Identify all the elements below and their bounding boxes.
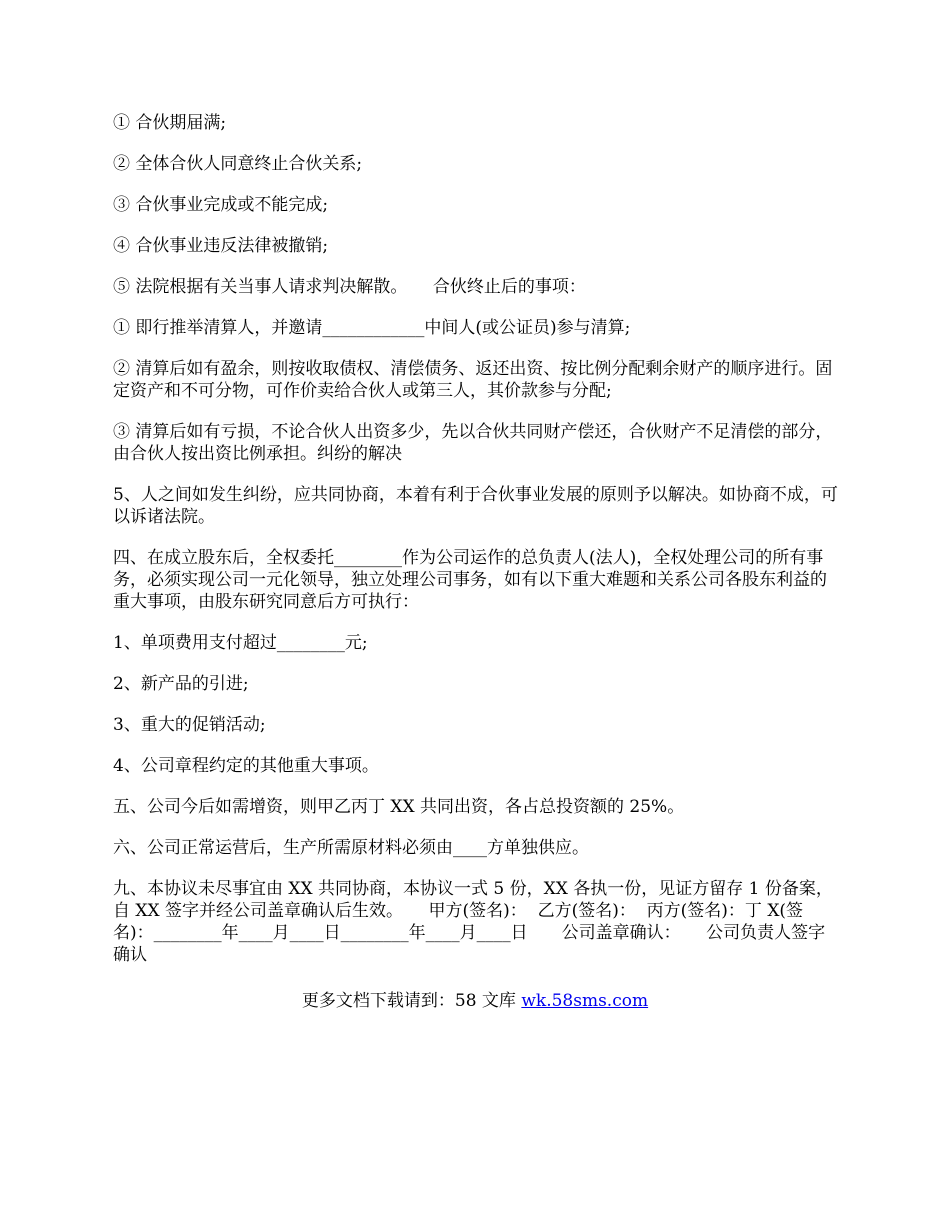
paragraph-business-revoked: ④ 合伙事业违反法律被撤销; <box>113 236 329 256</box>
paragraph-section-six: 六、公司正常运营后，生产所需原材料必须由____方单独供应。 <box>113 838 589 858</box>
footer-link[interactable]: wk.58sms.com <box>521 991 649 1011</box>
paragraph-item-other: 4、公司章程约定的其他重大事项。 <box>113 756 379 776</box>
paragraph-item-expense: 1、单项费用支付超过________元; <box>113 633 368 653</box>
paragraph-liquidator: ① 即行推举清算人，并邀请____________中间人(或公证员)参与清算; <box>113 318 631 338</box>
paragraph-term-expiry: ① 合伙期届满; <box>113 113 227 133</box>
paragraph-item-new-product: 2、新产品的引进; <box>113 674 249 694</box>
document-body <box>113 112 842 966</box>
paragraph-all-partners-agree: ② 全体合伙人同意终止合伙关系; <box>113 154 363 174</box>
paragraph-business-completed: ③ 合伙事业完成或不能完成; <box>113 195 329 215</box>
page-footer <box>0 990 950 1012</box>
footer-text: 更多文档下载请到：58 文库 <box>301 991 522 1011</box>
paragraph-section-four: 四、在成立股东后，全权委托________作为公司运作的总负责人(法人)，全权处理公司的所有事务，必须实现公司一元化领导，独立处理公司事务，如有以下重大难题和关系公司各股东利益的重大事项，由股东研究同意后方可执行： <box>113 548 827 612</box>
paragraph-court-dissolution: ⑤ 法院根据有关当事人请求判决解散。 合伙终止后的事项： <box>113 277 586 297</box>
paragraph-section-five: 五、公司今后如需增资，则甲乙丙丁 XX 共同出资，各占总投资额的 25%。 <box>113 797 685 817</box>
paragraph-surplus: ② 清算后如有盈余，则按收取债权、清偿债务、返还出资、按比例分配剩余财产的顺序进行。固定资产和不可分物，可作价卖给合伙人或第三人，其价款参与分配; <box>113 359 833 401</box>
paragraph-loss: ③ 清算后如有亏损，不论合伙人出资多少，先以合伙共同财产偿还，合伙财产不足清偿的部分，由合伙人按出资比例承担。纠纷的解决 <box>113 422 833 464</box>
paragraph-item-promotion: 3、重大的促销活动; <box>113 715 266 735</box>
paragraph-dispute: 5、人之间如发生纠纷，应共同协商，本着有利于合伙事业发展的原则予以解决。如协商不成，可以诉诸法院。 <box>113 485 838 527</box>
paragraph-section-nine: 九、本协议未尽事宜由 XX 共同协商，本协议一式 5 份，XX 各执一份，见证方留存 1 份备案，自 XX 签字并经公司盖章确认后生效。 甲方(签名)： 乙方(签名)： 丙方(签名)：丁 X(签名)：________年____月____日________年____月____日 公司盖章确认： 公司负责人签字确认 <box>113 879 833 965</box>
